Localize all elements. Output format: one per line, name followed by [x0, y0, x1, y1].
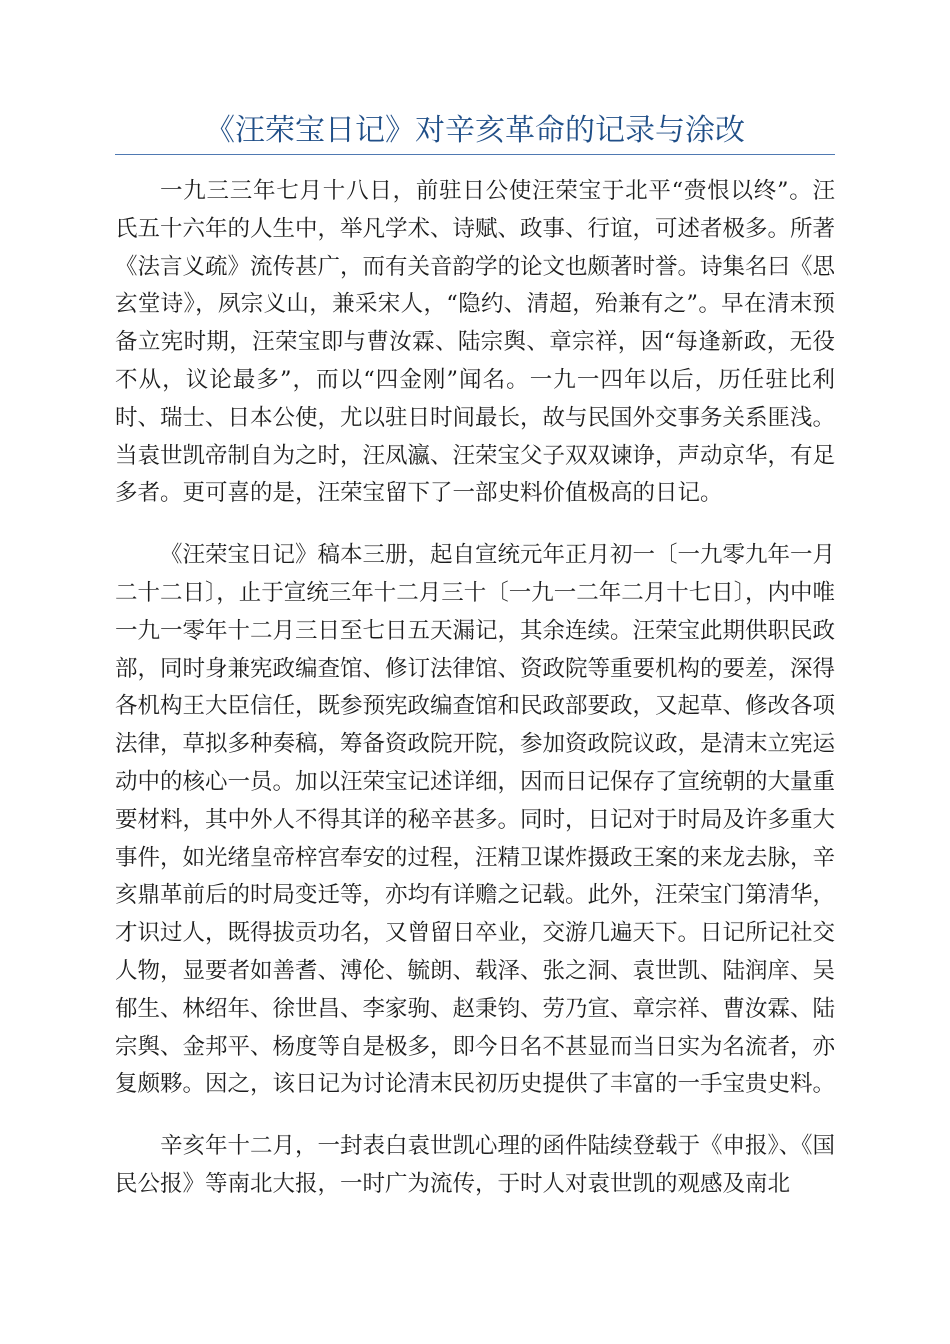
document-body — [115, 173, 835, 1228]
title-underline — [115, 154, 835, 155]
paragraph-3: 辛亥年十二月，一封表白袁世凯心理的函件陆续登载于《申报》、《国民公报》等南北大报，一时广为流传，于时人对袁世凯的观感及南北 — [115, 1133, 836, 1197]
paragraph-2: 《汪荣宝日记》稿本三册，起自宣统元年正月初一〔一九零九年一月二十二日〕，止于宣统三年十二月三十〔一九一二年二月十七日〕，内中唯一九一零年十二月三日至七日五天漏记，其余连续。汪荣宝此期供职民政部，同时身兼宪政编查馆、修订法律馆、资政院等重要机构的要差，深得各机构王大臣信任，既参预宪政编查馆和民政部要政，又起草、修改各项法律，草拟多种奏稿，筹备资政院开院，参加资政院议政，是清末立宪运动中的核心一员。加以汪荣宝记述详细，因而日记保存了宣统朝的大量重要材料，其中外人不得其详的秘辛甚多。同时，日记对于时局及许多重大事件，如光绪皇帝梓宫奉安的过程，汪精卫谋炸摄政王案的来龙去脉，辛亥鼎革前后的时局变迁等，亦均有详赡之记载。此外，汪荣宝门第清华，才识过人，既得拔贡功名，又曾留日卒业，交游几遍天下。日记所记社交人物，显要者如善耆、溥伦、毓朗、载泽、张之洞、袁世凯、陆润庠、吴郁生、林绍年、徐世昌、李家驹、赵秉钧、劳乃宣、章宗祥、曹汝霖、陆宗舆、金邦平、杨度等自是极多，即今日名不甚显而当日实为名流者，亦复颇夥。因之，该日记为讨论清末民初历史提供了丰富的一手宝贵史料。 — [115, 542, 836, 1098]
document-title: 《汪荣宝日记》对辛亥革命的记录与涂改 — [205, 113, 745, 148]
paragraph-1: 一九三三年七月十八日，前驻日公使汪荣宝于北平“赍恨以终”。汪氏五十六年的人生中，举凡学术、诗赋、政事、行谊，可述者极多。所著《法言义疏》流传甚广，而有关音韵学的论文也颇著时誉。诗集名曰《思玄堂诗》，夙宗义山，兼采宋人，“隐约、清超，殆兼有之”。早在清末预备立宪时期，汪荣宝即与曹汝霖、陆宗舆、章宗祥，因“每逢新政，无役不从，议论最多”，而以“四金刚”闻名。一九一四年以后，历任驻比利时、瑞士、日本公使，尤以驻日时间最长，故与民国外交事务关系匪浅。当袁世凯帝制自为之时，汪凤瀛、汪荣宝父子双双谏诤，声动京华，有足多者。更可喜的是，汪荣宝留下了一部史料价值极高的日记。 — [115, 178, 836, 507]
